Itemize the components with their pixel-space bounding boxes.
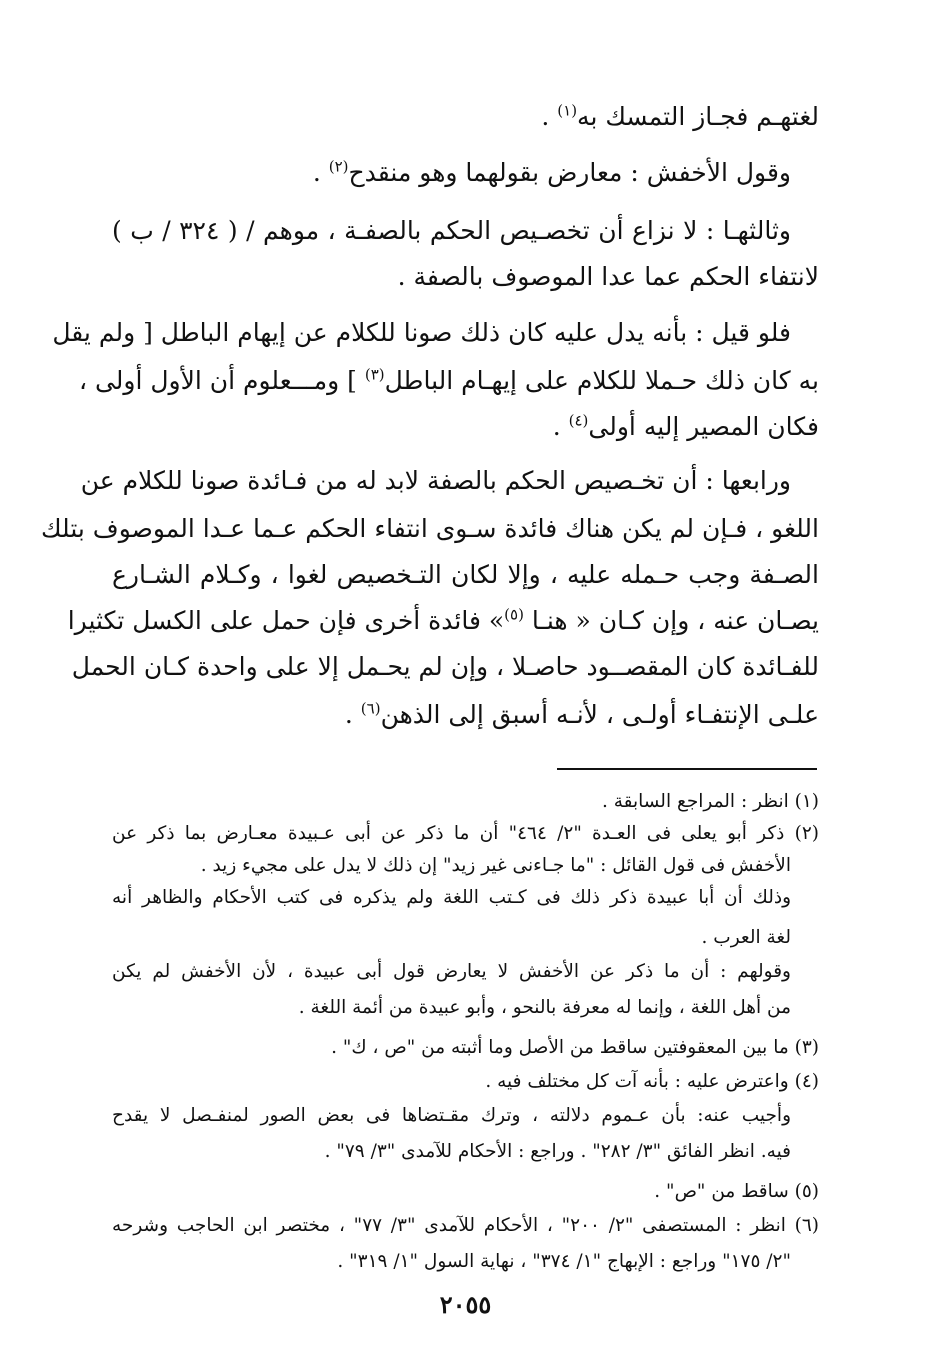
text-run: . bbox=[541, 102, 558, 131]
text-run: » فائدة أخرى فإن حمل على الكسل تكثيرا bbox=[67, 606, 505, 635]
main-line: فلو قيل : بأنه يدل عليه كان ذلك صونا للكلام عن إيهام الباطل [ ولم يقل bbox=[52, 318, 791, 347]
main-line bbox=[541, 102, 819, 132]
page-number: ٢٠٥٥ bbox=[439, 1290, 492, 1319]
footnote-divider bbox=[557, 768, 817, 770]
main-line bbox=[67, 605, 819, 636]
footnote-line: (٦) انظر : المستصفى "٢/ ٢٠٠" ، الأحكام للآمدى "٣/ ٧٧" ، مختصر ابن الحاجب وشرحه bbox=[112, 1215, 819, 1236]
footnote-ref: (٦) bbox=[360, 699, 381, 718]
footnote-line: من أهل اللغة ، وإنما له معرفة بالنحو ، وأبو عبيدة من أئمة اللغة . bbox=[298, 997, 791, 1018]
footnote-line: (٥) ساقط من "ص" . bbox=[654, 1181, 819, 1202]
main-line bbox=[313, 158, 791, 188]
main-line: ورابعها : أن تخـصيص الحكم بالصفة لابد له من فـائدة صونا للكلام عن bbox=[80, 466, 791, 495]
main-line: اللغو ، فـإن لم يكن هناك فائدة سـوى انتفاء الحكم عـما عـدا الموصوف بتلك bbox=[40, 514, 819, 543]
footnote-line: وقولهم : أن ما ذكر عن الأخفش لا يعارض قول أبى عبيدة ، لأن الأخفش لم يكن bbox=[112, 961, 791, 982]
text-run: فكان المصير إليه أولى bbox=[588, 412, 819, 441]
footnote-ref: (١) bbox=[557, 101, 578, 120]
main-line: لانتفاء الحكم عما عدا الموصوف بالصفة . bbox=[397, 262, 819, 291]
footnote-ref: (٣) bbox=[364, 365, 385, 384]
text-run: علـى الإنتفـاء أولـى ، لأنـه أسبق إلى الذهن bbox=[380, 700, 819, 729]
footnote-line: وذلك أن أبا عبيدة ذكر ذلك فى كـتب اللغة ولم يذكره فى كتب الأحكام والظاهر أنه bbox=[112, 887, 791, 908]
text-run: . bbox=[552, 412, 569, 441]
footnote-line: (٣) ما بين المعقوفتين ساقط من الأصل وما أثبته من "ص ، ك" . bbox=[331, 1037, 819, 1058]
main-line: الصـفة وجب حـمله عليه ، وإلا لكان التـخصيص لغوا ، وكـلام الشـارع bbox=[112, 560, 819, 589]
footnote-line: "٢/ ١٧٥" وراجع : الإبهاج "١/ ٣٧٤" ، نهاية السول "١/ ٣١٩" . bbox=[337, 1251, 791, 1272]
footnote-line: (١) انظر : المراجع السابقة . bbox=[601, 791, 819, 812]
footnote-line: لغة العرب . bbox=[701, 927, 791, 948]
footnote-ref: (٥) bbox=[504, 605, 524, 624]
text-run: به كان ذلك حـملا للكلام على إيهـام الباطل bbox=[384, 366, 819, 395]
footnote-line: (٤) واعترض عليه : بأنه آت كل مختلف فيه . bbox=[485, 1071, 819, 1092]
main-line bbox=[553, 412, 819, 442]
footnote-ref: (٢) bbox=[328, 157, 349, 176]
main-line bbox=[78, 365, 819, 396]
text-run: . bbox=[344, 700, 361, 729]
main-line bbox=[345, 700, 819, 730]
text-run: ] ومـــعلوم أن الأول أولى ، bbox=[78, 366, 365, 395]
text-run: . bbox=[312, 158, 329, 187]
main-line: وثالثهـا : لا نزاع أن تخصـيص الحكم بالصفـة ، موهم / ( ٣٢٤ / ب ) bbox=[112, 216, 791, 245]
footnote-line: وأجيب عنه: بأن عـموم دلالته ، وترك مقـتضاها فى بعض الصور لمنفـصل لا يقدح bbox=[112, 1105, 791, 1126]
text-run: وقول الأخفش : معارض بقولهما وهو منقدح bbox=[348, 158, 791, 187]
footnote-line: (٢) ذكر أبو يعلى فى العـدة "٢/ ٤٦٤" أن ما ذكر عن أبى عـبيدة معـارض بما ذكر عن bbox=[112, 823, 819, 844]
footnote-ref: (٤) bbox=[568, 411, 589, 430]
text-run: يصـان عنه ، وإن كـان « هنـا bbox=[523, 606, 819, 635]
footnote-line: فيه. انظر الفائق "٣/ ٢٨٢" . وراجع : الأحكام للآمدى "٣/ ٧٩" . bbox=[324, 1141, 791, 1162]
text-run: لغتهـم فجـاز التمسك به bbox=[577, 102, 819, 131]
main-line: للفـائدة كان المقصــود حاصـلا ، وإن لم يحـمل إلا على واحدة كـان الحمل bbox=[71, 652, 819, 681]
footnote-line: الأخفش فى قول القائل : "ما جـاءنى غير زيد" إن ذلك لا يدل على مجيء زيد . bbox=[200, 855, 791, 876]
